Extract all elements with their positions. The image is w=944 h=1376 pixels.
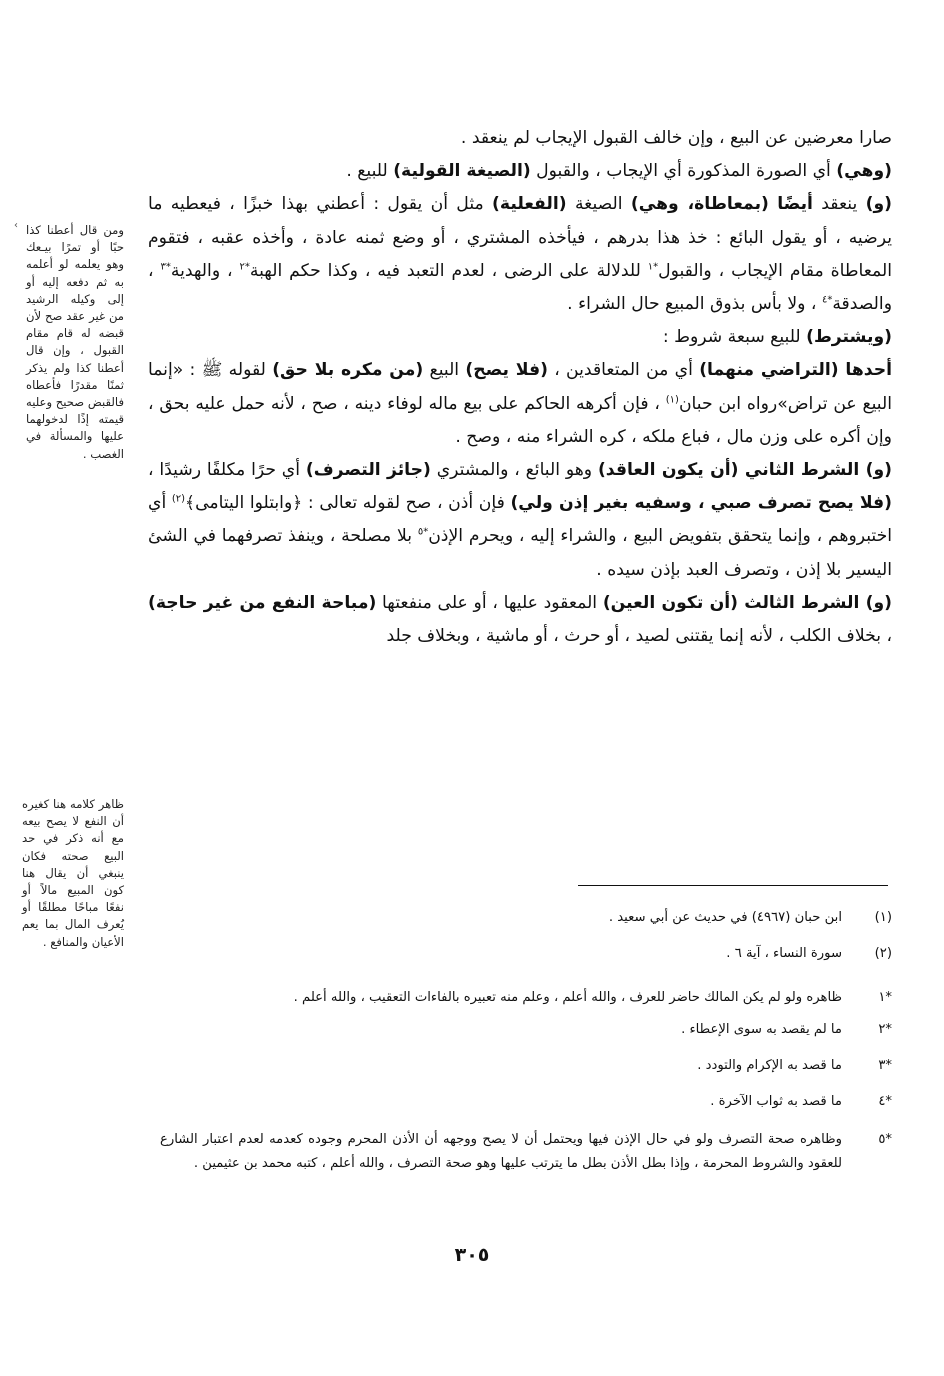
paragraph-2: (وهي) أي الصورة المذكورة أي الإيجاب ، والقبول (الصيغة القولية) للبيع .: [346, 161, 892, 182]
margin-note-2: ظاهر كلامه هنا كغيره أن النفع لا يصح بيعه مع أنه ذكر في حد البيع صحته فكان ينبغي أن يقال هنا كون المبيع مالاً أو نفعًا مباحًا مطلقًا أو يُعرف المال بما يعم الأعيان والمنافع .: [22, 797, 124, 949]
margin-note-1: ومن قال أعطنا كذا حبًا أو تمرًا بيـعك وهو يعلمه لو أعلمه به ثم دفعه إليه أو إلى وكيله الرشيد من غير عقد صح لأن قبضه له قام مقام القبول ، وإن قال أعطنا كذا ولم يذكر ثمنًا مقدرًا فأعطاه فالقبض صحيح وعليه قيمته إذًا لدخولهما عليها والمسألة في الغصب .: [26, 223, 124, 461]
paragraph-7: (و) الشرط الثالث (أن تكون العين) المعقود عليها ، أو على منفعتها (مباحة النفع من غير حاجة) ، بخلاف الكلب ، لأنه إنما يقتنى لصيد ، أو حرث ، أو ماشية ، وبخلاف جلد: [148, 592, 893, 647]
footnote-text: ابن حبان (٤٩٦٧) في حديث عن أبي سعيد .: [608, 910, 842, 925]
page-number: ٣٠٥: [454, 1244, 490, 1266]
footnote-text: ما قصد به ثواب الآخرة .: [710, 1094, 842, 1109]
footnote-ref: (٢): [171, 493, 186, 505]
footnote-number: *٣: [878, 1058, 892, 1073]
footnote-number: *١: [878, 990, 892, 1005]
footnote-divider: [578, 885, 888, 886]
footnote-item: [160, 1054, 892, 1078]
footnote-ref: *٥: [417, 526, 429, 538]
margin-tick: ‹: [14, 220, 18, 231]
paragraph-5: أحدها (التراضي منهما) أي من المتعاقدين ، (فلا يصح) البيع (من مكره بلا حق) لقوله ﷺ : «إنما البيع عن تراض»رواه ابن حبان$^{(١)}$ ، فإن أكرهه الحاكم على بيع ماله لوفاء دينه ، صح ، لأنه حمل عليه بحق ، وإن أكره على وزن مال ، فباع ملكه ، كره الشراء منه ، وصح .: [148, 360, 892, 447]
footnote-text: ما لم يقصد به سوى الإعطاء .: [681, 1022, 842, 1037]
footnote-number: (٢): [874, 946, 892, 961]
footnote-ref: *١: [647, 261, 659, 273]
footnote-text: سورة النساء ، آية ٦ .: [726, 946, 842, 961]
footnote-text: ظاهره ولو لم يكن المالك حاضر للعرف ، والله أعلم ، وعلم منه تعبيره بالفاءات التعقيب ، والله أعلم .: [293, 990, 842, 1005]
footnote-ref: *٤: [821, 294, 833, 306]
footnote-number: *٤: [878, 1094, 892, 1109]
footnote-item: [160, 986, 892, 1010]
paragraph-3: (و) ينعقد أيضًا (بمعاطاة، وهي) الصيغة (الفعلية) مثل أن يقول : أعطني بهذا خبزًا ، فيعطيه ما يرضيه ، أو يقول البائع : خذ هذا بدرهم ، فيأخذه المشتري ، أو وضع ثمنه عادة ، وأخذه عقبه ، فتقوم المعاطاة مقام الإيجاب ، والقبول$^{*١}$ للدلالة على الرضى ، لعدم التعبد فيه ، وكذا حكم الهبة$^{*٢}$ ، والهدية$^{*٣}$ ، والصدقة$^{*٤}$ ، ولا بأس بذوق المبيع حال الشراء .: [148, 194, 892, 315]
footnote-item: [160, 906, 892, 930]
paragraph-4: (ويشترط) للبيع سبعة شروط :: [662, 327, 892, 348]
footnote-ref: (١): [665, 393, 679, 405]
paragraph-1: صارا معرضين عن البيع ، وإن خالف القبول الإيجاب لم ينعقد .: [460, 128, 892, 148]
footnote-item: [160, 1128, 892, 1176]
footnote-number: *٥: [878, 1132, 892, 1147]
footnote-number: (١): [874, 910, 892, 925]
footnote-ref: *٢: [239, 261, 250, 273]
footnote-item: [160, 1018, 892, 1042]
footnote-ref: *٣: [160, 261, 171, 273]
footnote-text: وظاهره صحة التصرف ولو في حال الإذن فيها ويحتمل أن لا يصح ووجهه أن الأذن المحرم وجوده كعدمه لعدم اعتبار الشارع للعقود والشروط المحرمة ، وإذا بطل الأذن بطل ما يترتب عليها وهو صحة التصرف ، والله أعلم ، كتبه محمد بن عثيمين .: [160, 1132, 842, 1171]
footnote-item: [160, 942, 892, 966]
footnote-item: [160, 1090, 892, 1114]
main-text: [148, 122, 892, 653]
footnote-number: *٢: [878, 1022, 892, 1037]
footnote-text: ما قصد به الإكرام والتودد .: [697, 1058, 842, 1073]
paragraph-6: (و) الشرط الثاني (أن يكون العاقد) وهو البائع ، والمشتري (جائز التصرف) أي حرًا مكلفًا رشيدًا ، (فلا يصح تصرف صبي ، وسفيه بغير إذن ولي) فإن أذن ، صح لقوله تعالى : ﴿وابتلوا اليتامى﴾$^{(٢)}$ أي اختبروهم ، وإنما يتحقق بتفويض البيع ، والشراء إليه ، ويحرم الإذن$^{*٥}$ بلا مصلحة ، وينفذ تصرفهما في الشئ اليسير بلا إذن ، وتصرف العبد بإذن سيده .: [148, 460, 893, 580]
